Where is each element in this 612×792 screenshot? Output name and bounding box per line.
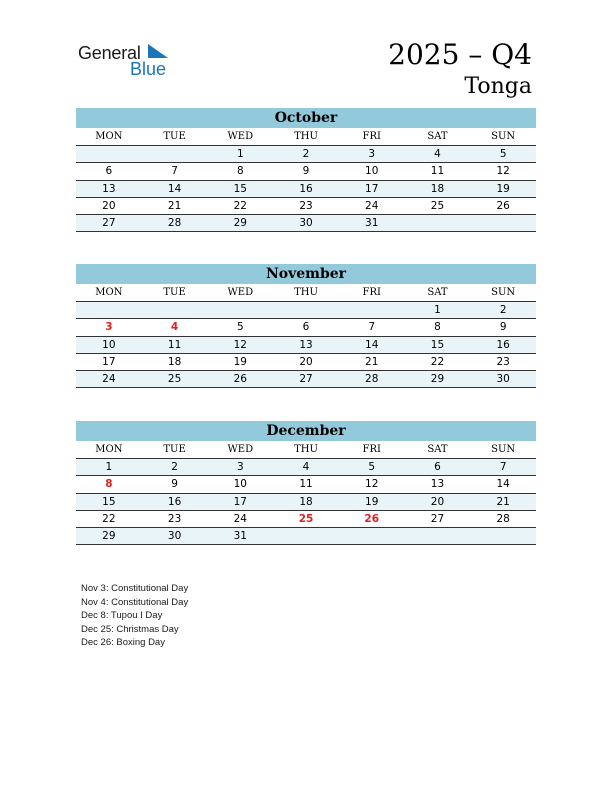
day-cell: 6	[434, 461, 441, 473]
day-cell: 5	[236, 321, 244, 334]
day-cell: 6	[302, 321, 310, 334]
day-cell: 24	[365, 199, 379, 212]
day-cell	[339, 302, 405, 318]
day-cell: 14	[496, 478, 510, 491]
day-cell: 11	[430, 165, 445, 178]
day-cell	[405, 215, 471, 231]
day-cell: 4	[302, 461, 310, 473]
day-cell: 5	[499, 148, 507, 160]
day-cell: 9	[499, 321, 507, 334]
week-row	[76, 215, 536, 232]
day-cell: 27	[102, 217, 116, 230]
day-cell: 27	[299, 373, 313, 386]
day-cell	[470, 528, 536, 544]
day-cell: 2	[499, 304, 507, 316]
weekday-label: SAT	[427, 131, 448, 142]
day-cell: 12	[496, 165, 510, 178]
day-cell: 28	[167, 217, 182, 230]
day-cell: 16	[167, 495, 182, 508]
weekday-label: FRI	[362, 131, 381, 142]
month-header: November	[76, 264, 536, 284]
weekday-label: MON	[95, 444, 123, 455]
weekday-label: WED	[227, 444, 254, 455]
week-row	[76, 476, 536, 493]
holiday-note: Dec 26: Boxing Day	[81, 637, 165, 649]
day-cell: 28	[365, 373, 379, 386]
day-cell: 20	[430, 495, 445, 508]
day-cell: 13	[102, 182, 116, 195]
day-cell: 11	[299, 478, 313, 491]
weekday-header-row	[76, 128, 536, 146]
day-cell	[405, 528, 471, 544]
week-row	[76, 511, 536, 528]
holiday-note: Dec 25: Christmas Day	[81, 623, 179, 635]
day-cell: 21	[496, 495, 510, 508]
week-row	[76, 181, 536, 198]
day-cell: 23	[299, 199, 313, 212]
week-row	[76, 371, 536, 388]
weekday-label: MON	[95, 287, 123, 298]
day-cell: 12	[233, 338, 247, 351]
month-december	[76, 421, 536, 545]
holiday-day-cell: 25	[298, 512, 314, 525]
day-cell: 19	[496, 182, 510, 195]
day-cell: 13	[299, 338, 313, 351]
day-cell: 1	[434, 304, 441, 316]
weekday-label: WED	[227, 287, 254, 298]
weekday-label: WED	[227, 131, 254, 142]
weekday-label: SUN	[491, 287, 516, 298]
day-cell: 15	[102, 495, 116, 508]
day-cell: 28	[496, 512, 510, 525]
day-cell: 7	[499, 461, 507, 473]
day-cell: 22	[102, 512, 116, 525]
day-cell: 25	[430, 199, 445, 212]
day-cell: 14	[365, 338, 379, 351]
day-cell: 25	[167, 373, 182, 386]
day-cell: 17	[365, 182, 379, 195]
day-cell: 15	[430, 338, 445, 351]
weekday-label: TUE	[163, 131, 186, 142]
day-cell: 24	[233, 512, 247, 525]
day-cell: 10	[233, 478, 247, 491]
day-cell	[273, 302, 339, 318]
holiday-note: Nov 4: Constitutional Day	[81, 596, 189, 608]
week-row	[76, 163, 536, 180]
day-cell	[207, 302, 273, 318]
weekday-label: TUE	[163, 444, 186, 455]
day-cell: 10	[365, 165, 379, 178]
day-cell: 3	[236, 461, 244, 473]
day-cell: 13	[430, 478, 445, 491]
week-row	[76, 337, 536, 354]
day-cell: 21	[365, 355, 379, 368]
day-cell: 30	[496, 373, 510, 386]
day-cell	[470, 215, 536, 231]
holiday-notes	[81, 582, 188, 650]
week-row	[76, 198, 536, 215]
day-cell: 15	[233, 182, 247, 195]
weekday-label: SAT	[427, 444, 448, 455]
day-cell: 23	[496, 355, 510, 368]
day-cell: 1	[236, 148, 244, 160]
day-cell	[273, 528, 339, 544]
day-cell: 29	[102, 530, 116, 543]
day-cell: 16	[299, 182, 313, 195]
day-cell: 14	[167, 182, 182, 195]
weekday-header-row	[76, 284, 536, 302]
weekday-label: SAT	[427, 287, 448, 298]
day-cell	[142, 146, 208, 162]
day-cell: 7	[171, 165, 178, 178]
month-november	[76, 264, 536, 388]
day-cell: 27	[430, 512, 445, 525]
holiday-day-cell: 4	[170, 321, 179, 334]
weekday-header-row	[76, 441, 536, 459]
day-cell: 2	[171, 461, 178, 473]
day-cell: 9	[302, 165, 310, 178]
week-row	[76, 528, 536, 545]
day-cell: 17	[102, 355, 116, 368]
day-cell: 8	[434, 321, 441, 334]
logo	[78, 42, 178, 82]
day-cell: 26	[496, 199, 510, 212]
month-october	[76, 108, 536, 232]
day-cell	[339, 528, 405, 544]
day-cell	[76, 146, 142, 162]
day-cell: 31	[365, 217, 379, 230]
day-cell: 21	[167, 199, 182, 212]
week-row	[76, 319, 536, 336]
day-cell: 31	[233, 530, 247, 543]
day-cell: 22	[233, 199, 247, 212]
day-cell: 1	[105, 461, 113, 473]
day-cell: 5	[368, 461, 376, 473]
week-row	[76, 354, 536, 371]
page-title: 2025 – Q4	[388, 38, 532, 71]
day-cell: 7	[368, 321, 376, 334]
weekday-label: TUE	[163, 287, 186, 298]
holiday-day-cell: 26	[364, 512, 380, 525]
weekday-label: THU	[294, 444, 318, 455]
logo-blue-text: Blue	[130, 59, 167, 79]
day-cell: 2	[302, 148, 310, 160]
day-cell: 11	[167, 338, 182, 351]
holiday-note: Nov 3: Constitutional Day	[81, 583, 189, 594]
page-subtitle: Tonga	[464, 74, 532, 99]
week-row	[76, 459, 536, 476]
weekday-label: MON	[95, 131, 123, 142]
weekday-label: THU	[294, 287, 318, 298]
day-cell	[76, 302, 142, 318]
week-row	[76, 494, 536, 511]
holiday-note: Dec 8: Tupou I Day	[81, 610, 163, 622]
holiday-day-cell: 8	[105, 478, 113, 491]
day-cell: 12	[365, 478, 379, 491]
day-cell: 30	[167, 530, 182, 543]
day-cell: 3	[368, 148, 376, 160]
day-cell: 20	[299, 355, 313, 368]
day-cell	[142, 302, 208, 318]
day-cell: 29	[233, 217, 247, 230]
day-cell: 30	[299, 217, 313, 230]
month-header: December	[76, 421, 536, 441]
day-cell: 4	[434, 148, 441, 160]
day-cell: 22	[430, 355, 445, 368]
week-row	[76, 146, 536, 163]
day-cell: 18	[430, 182, 445, 195]
day-cell: 29	[430, 373, 445, 386]
day-cell: 6	[105, 165, 113, 178]
day-cell: 19	[233, 355, 247, 368]
day-cell: 23	[167, 512, 182, 525]
day-cell: 19	[365, 495, 379, 508]
day-cell: 18	[299, 495, 313, 508]
month-header: October	[76, 108, 536, 128]
holiday-day-cell: 3	[105, 321, 113, 334]
day-cell: 16	[496, 338, 510, 351]
day-cell: 20	[102, 199, 116, 212]
weekday-label: SUN	[491, 444, 516, 455]
weekday-label: FRI	[362, 444, 381, 455]
weekday-label: FRI	[362, 287, 381, 298]
week-row	[76, 302, 536, 319]
day-cell: 8	[236, 165, 244, 178]
logo-general-text: General	[78, 43, 141, 63]
day-cell: 17	[233, 495, 247, 508]
day-cell: 26	[233, 373, 247, 386]
day-cell: 10	[102, 338, 116, 351]
day-cell: 18	[167, 355, 182, 368]
day-cell: 9	[171, 478, 178, 491]
day-cell: 24	[102, 373, 116, 386]
weekday-label: THU	[294, 131, 318, 142]
weekday-label: SUN	[491, 131, 516, 142]
